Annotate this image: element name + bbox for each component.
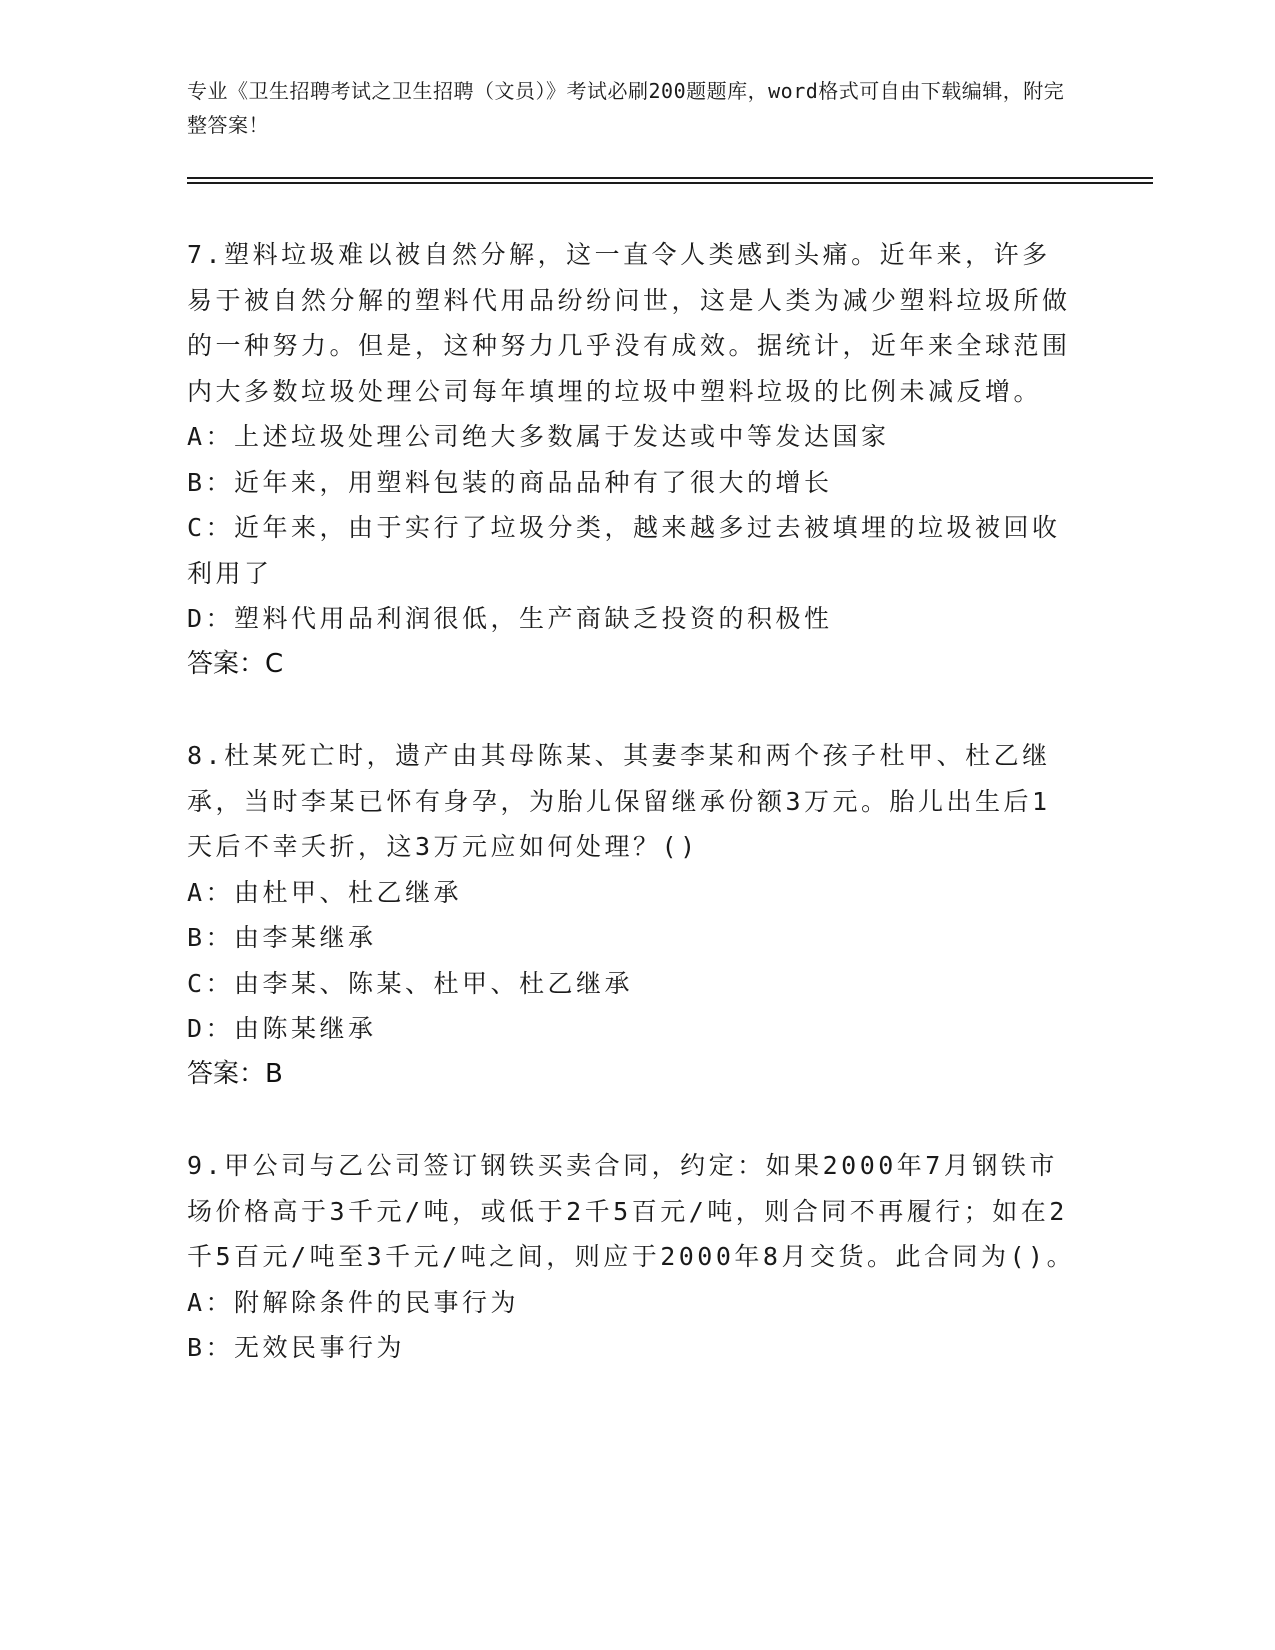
answer: 答案：C bbox=[187, 648, 284, 679]
option-c: C：近年来，由于实行了垃圾分类，越来越多过去被填埋的垃圾被回收利用了 bbox=[187, 513, 1061, 588]
question-list bbox=[187, 232, 1077, 1417]
question-7 bbox=[187, 232, 1077, 687]
option-c: C：由李某、陈某、杜甲、杜乙继承 bbox=[187, 968, 634, 998]
header-rule-top bbox=[187, 177, 1153, 179]
option-a: A：由杜甲、杜乙继承 bbox=[187, 877, 463, 907]
option-a: A：上述垃圾处理公司绝大多数属于发达或中等发达国家 bbox=[187, 422, 890, 451]
option-b: B：近年来，用塑料包装的商品品种有了很大的增长 bbox=[187, 467, 833, 497]
option-b: B：无效民事行为 bbox=[187, 1333, 406, 1362]
answer: 答案：B bbox=[187, 1058, 283, 1089]
question-text: 7.塑料垃圾难以被自然分解，这一直令人类感到头痛。近年来，许多易于被自然分解的塑料代用品纷纷问世，这是人类为减少塑料垃圾所做的一种努力。但是，这种努力几乎没有成效。据统计，近年来全球范围内大多数垃圾处理公司每年填埋的垃圾中塑料垃圾的比例未减反增。 bbox=[187, 240, 1071, 406]
document-header: 专业《卫生招聘考试之卫生招聘（文员）》考试必刷200题题库，word格式可自由下载编辑，附完整答案！ bbox=[187, 79, 1065, 137]
question-text: 8.杜某死亡时，遗产由其母陈某、其妻李某和两个孩子杜甲、杜乙继承，当时李某已怀有身孕，为胎儿保留继承份额3万元。胎儿出生后1天后不幸夭折，这3万元应如何处理？() bbox=[187, 741, 1051, 861]
option-a: A：附解除条件的民事行为 bbox=[187, 1287, 520, 1317]
header-rule-bottom bbox=[187, 182, 1153, 184]
option-d: D：由陈某继承 bbox=[187, 1014, 377, 1043]
option-b: B：由李某继承 bbox=[187, 923, 377, 952]
option-d: D：塑料代用品利润很低，生产商缺乏投资的积极性 bbox=[187, 604, 833, 633]
question-9 bbox=[187, 1143, 1077, 1371]
question-8 bbox=[187, 733, 1077, 1097]
question-text: 9.甲公司与乙公司签订钢铁买卖合同，约定：如果2000年7月钢铁市场价格高于3千元/吨，或低于2千5百元/吨，则合同不再履行；如在2千5百元/吨至3千元/吨之间，则应于2000年8月交货。此合同为()。 bbox=[187, 1151, 1076, 1271]
